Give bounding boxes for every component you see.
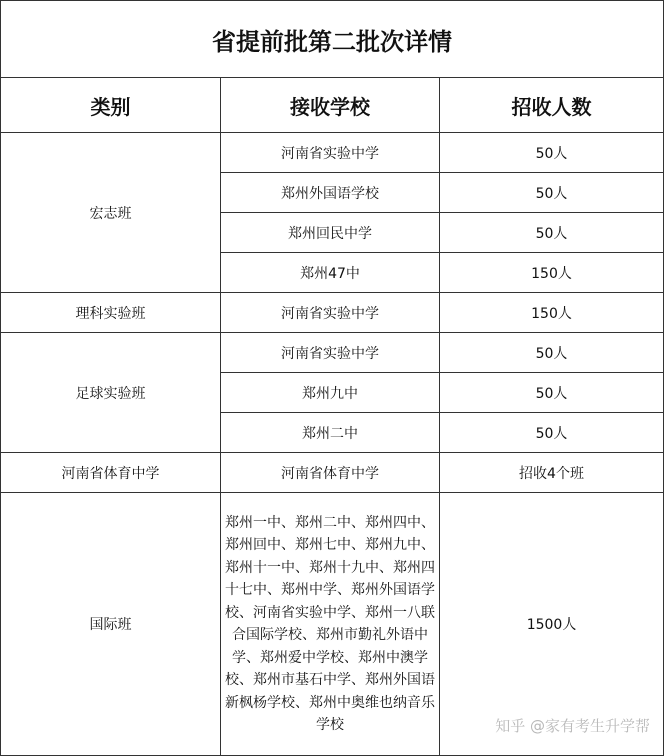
category-cell: 国际班 — [1, 493, 221, 756]
school-cell: 河南省实验中学 — [221, 133, 440, 173]
school-cell: 郑州47中 — [221, 253, 440, 293]
quota-cell: 50人 — [440, 173, 664, 213]
category-cell: 理科实验班 — [1, 293, 221, 333]
quota-cell: 1500人 — [440, 493, 664, 756]
table-row — [1, 293, 664, 333]
school-list: 郑州一中、郑州二中、郑州四中、郑州回中、郑州七中、郑州九中、郑州十一中、郑州十九中、郑州四十七中、郑州中学、郑州外国语学校、河南省实验中学、郑州一八联合国际学校、郑州市勤礼外语中学、郑州爱中学校、郑州中澳学校、郑州市基石中学、郑州外国语新枫杨学校、郑州中奥维也纳音乐学校 — [225, 514, 435, 733]
school-cell: 郑州二中 — [221, 413, 440, 453]
header-quota: 招收人数 — [440, 78, 664, 133]
quota-cell: 50人 — [440, 373, 664, 413]
school-cell: 郑州外国语学校 — [221, 173, 440, 213]
school-cell: 河南省体育中学 — [221, 453, 440, 493]
header-category: 类别 — [1, 78, 221, 133]
quota-cell: 50人 — [440, 133, 664, 173]
school-cell: 河南省实验中学 — [221, 333, 440, 373]
table-row — [1, 133, 664, 173]
school-cell: 郑州回民中学 — [221, 213, 440, 253]
school-cell: 郑州九中 — [221, 373, 440, 413]
quota-cell: 150人 — [440, 253, 664, 293]
quota-cell: 招收4个班 — [440, 453, 664, 493]
category-cell: 足球实验班 — [1, 333, 221, 453]
school-list-cell — [221, 493, 440, 756]
school-cell: 河南省实验中学 — [221, 293, 440, 333]
quota-cell: 50人 — [440, 333, 664, 373]
category-cell: 河南省体育中学 — [1, 453, 221, 493]
category-cell: 宏志班 — [1, 133, 221, 293]
table-row — [1, 453, 664, 493]
header-school: 接收学校 — [221, 78, 440, 133]
quota-cell: 150人 — [440, 293, 664, 333]
watermark: 知乎 @家有考生升学帮 — [495, 717, 650, 735]
quota-cell: 50人 — [440, 413, 664, 453]
table-row — [1, 333, 664, 373]
table-title: 省提前批第二批次详情 — [1, 1, 664, 78]
quota-cell: 50人 — [440, 213, 664, 253]
